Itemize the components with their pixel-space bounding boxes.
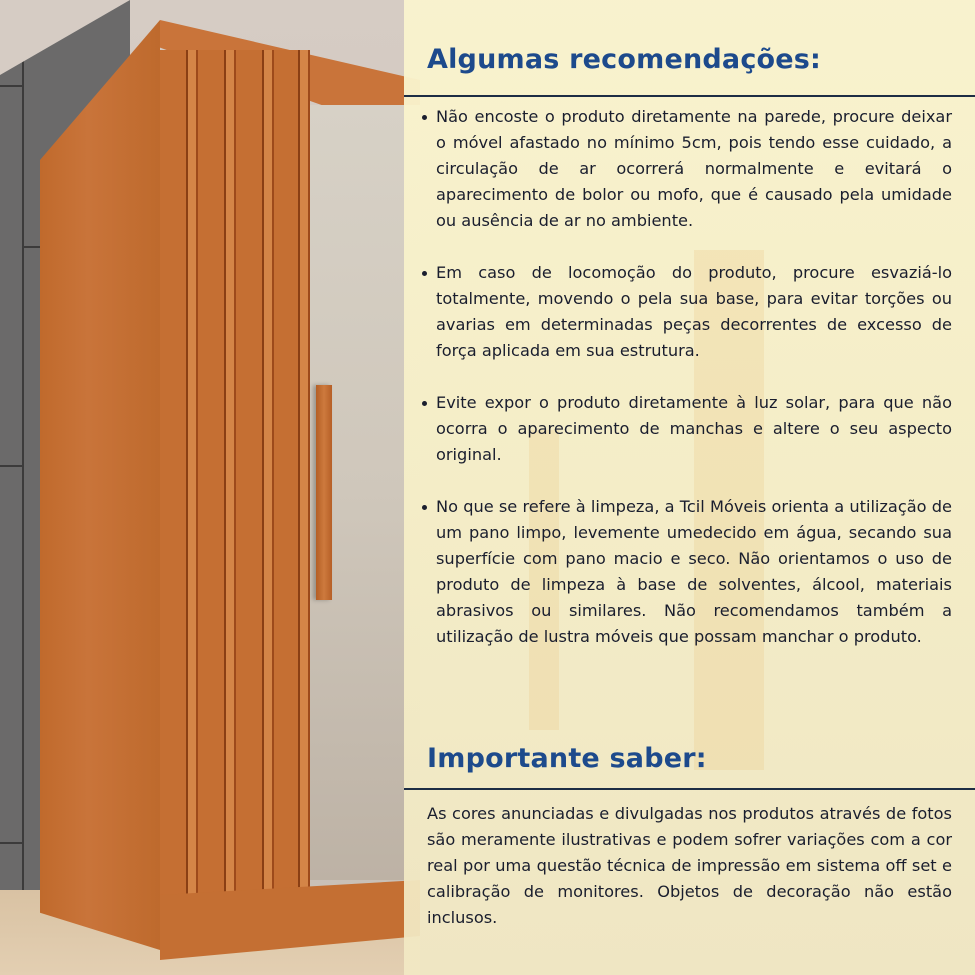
- important-divider: [404, 788, 975, 790]
- list-item: Não encoste o produto diretamente na parede, procure deixar o móvel afastado no mínimo 5cm, pois tendo esse cuidado, a circulação de ar ocorrerá normalmente e evitará o aparecimento de bolor ou mofo, que é causado pela umidade ou ausência de ar no ambiente.: [418, 104, 952, 234]
- important-text: As cores anunciadas e divulgadas nos produtos através de fotos são meramente ilustrativas e podem sofrer variações com a cor real por uma questão técnica de impressão em sistema off set e calibração de monitores. Objetos de decoração não estão inclusos.: [427, 804, 952, 927]
- list-item: No que se refere à limpeza, a Tcil Móveis orienta a utilização de um pano limpo, levemente umedecido em água, secando sua superfície com pano macio e seco. Não orientamos o uso de produto de limpeza à base de solventes, álcool, materiais abrasivos ou similares. Não recomendamos também a utilização de lustra móveis que possam manchar o produto.: [418, 494, 952, 650]
- recommendations-list: [418, 104, 952, 676]
- list-item: Evite expor o produto diretamente à luz solar, para que não ocorra o aparecimento de manchas e altere o seu aspecto original.: [418, 390, 952, 468]
- door-handle: [316, 385, 332, 600]
- slat: [264, 50, 272, 895]
- wardrobe-side-panel: [40, 20, 160, 950]
- slat: [226, 50, 234, 895]
- recommendations-title: Algumas recomendações:: [427, 44, 822, 75]
- slat: [188, 50, 196, 895]
- ceiling-edge: [0, 0, 130, 75]
- title-divider: [404, 95, 975, 97]
- list-item: Em caso de locomoção do produto, procure esvaziá-lo totalmente, movendo o pela sua base, para evitar torções ou avarias em determinadas peças decorrentes de excesso de força aplicada em sua estrutura.: [418, 260, 952, 364]
- important-title: Importante saber:: [427, 743, 707, 774]
- wardrobe-slat-door: [160, 50, 310, 895]
- slat: [300, 50, 308, 895]
